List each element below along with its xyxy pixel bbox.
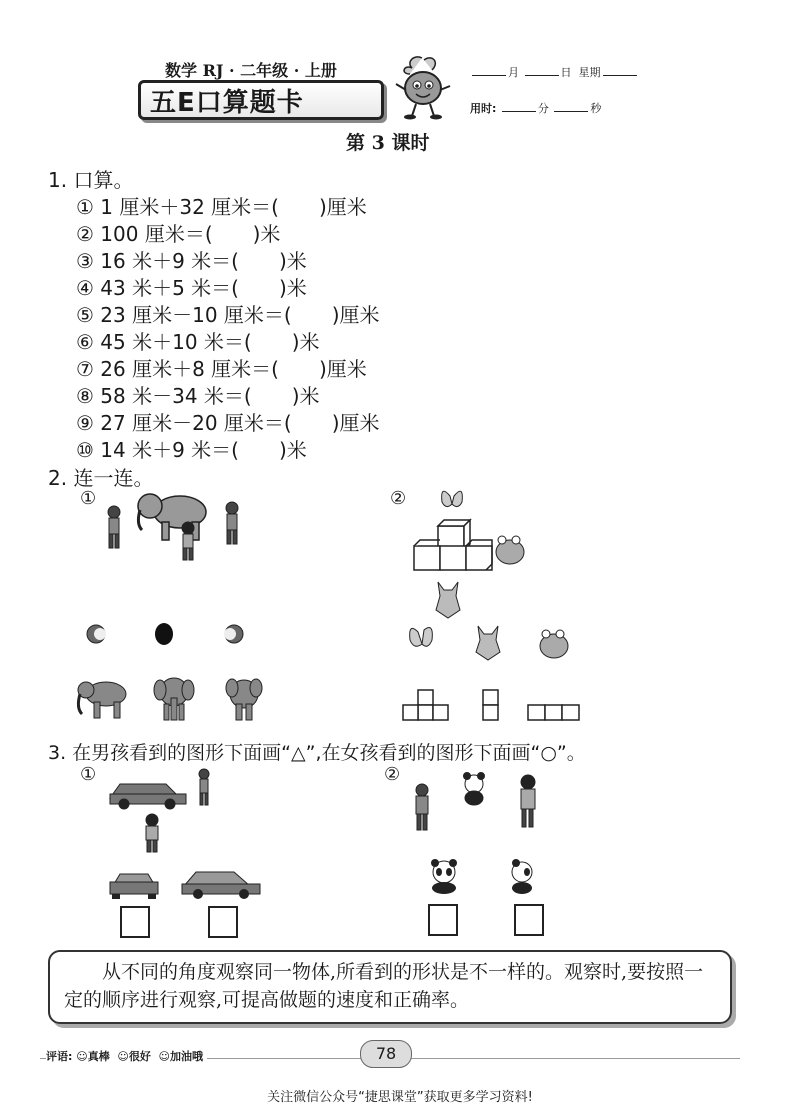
boy-head-icon [224,625,243,643]
q1-item [76,191,367,220]
fox-icon [476,626,500,660]
item-number: ⑥ [76,330,94,354]
girl-icon [182,522,194,560]
month-blank[interactable] [472,65,506,76]
q1-item [76,434,307,463]
q3-part2-number: ② [384,764,401,785]
elephant-scene-illustration [100,484,250,564]
lesson-title: 第 3 课时 [346,132,430,154]
elephant-back-icon [226,679,262,720]
answer-box[interactable] [120,906,150,938]
girl-icon [521,775,535,827]
butterfly-icon [410,628,433,647]
weekday-blank[interactable] [603,65,637,76]
second-label: 秒 [590,102,602,115]
frog-icon [496,536,524,564]
weekday-label: 星期 [578,66,601,79]
girl-head-back-icon [155,623,173,645]
girl-icon [146,814,158,852]
elephant-side-icon [78,682,126,718]
fox-icon [430,576,466,620]
item-text: 14 米＋9 米＝( )米 [100,438,307,462]
item-text: 43 米＋5 米＝( )米 [100,276,307,300]
item-text: 100 厘米＝( )米 [100,222,281,246]
q2-part2-number: ② [390,488,407,509]
footer-rating [46,1048,207,1064]
smile-icon[interactable]: ☺ [117,1050,129,1063]
time-line [470,100,601,116]
time-label: 用时: [470,102,497,115]
q1-item [76,299,380,328]
rating-good: 很好 [128,1050,151,1063]
minute-blank[interactable] [502,101,536,112]
car-front-view-icon [106,870,162,900]
q2-title: 2. 连一连。 [48,466,154,490]
day-label: 日 [560,66,572,79]
side-view-icon [483,690,498,720]
frog-icon [540,630,568,658]
bottom-note: 关注微信公众号“捷思课堂”获取更多学习资料! [267,1090,533,1105]
car-scene-illustration [106,764,226,856]
item-text: 23 厘米－10 厘米＝( )厘米 [100,303,380,327]
item-number: ⑦ [76,357,94,381]
boy-icon [416,784,428,830]
item-text: 26 厘米＋8 厘米＝( )厘米 [100,357,367,381]
q1-item [76,272,307,301]
item-number: ⑨ [76,411,94,435]
subject-label: 数学 RJ · 二年级 · 上册 [165,61,337,80]
panda-side-view-icon [506,858,538,894]
q1-item [76,407,380,436]
panda-icon [464,773,485,806]
top-view-icon [528,705,579,720]
cube-stack-icon [414,520,492,570]
front-view-icon [403,690,448,720]
banner-title: 五E口算题卡 [150,88,304,118]
answer-box[interactable] [428,904,458,936]
elephant-views-illustration [74,674,274,726]
date-line [470,64,639,80]
q1-item [76,326,320,355]
minute-label: 分 [537,102,549,115]
item-number: ⑩ [76,438,94,462]
q1-item [76,218,280,247]
smile-icon[interactable]: ☺ [76,1050,88,1063]
item-text: 1 厘米＋32 厘米＝( )厘米 [100,195,367,219]
butterfly-icon [442,491,463,506]
panda-front-view-icon [426,858,462,894]
rating-keep-going: 加油哦 [170,1050,203,1063]
item-number: ② [76,222,94,246]
item-number: ⑧ [76,384,94,408]
q1-title: 1. 口算。 [48,168,134,192]
answer-box[interactable] [514,904,544,936]
rating-great: 真棒 [87,1050,110,1063]
q3-title: 3. 在男孩看到的图形下面画“△”,在女孩看到的图形下面画“○”。 [48,742,586,764]
item-text: 45 米＋10 米＝( )米 [100,330,320,354]
panda-scene-illustration [410,770,550,836]
mascot-icon [392,54,454,120]
item-text: 16 米＋9 米＝( )米 [100,249,307,273]
smile-icon[interactable]: ☺ [158,1050,170,1063]
cubes-scene-illustration [410,484,530,574]
boy-left-icon [108,506,120,548]
page-number: 78 [360,1040,412,1068]
second-blank[interactable] [554,101,588,112]
boy-icon [199,769,209,805]
car-side-icon [110,784,186,809]
elephant-front-icon [154,678,194,720]
answer-box[interactable] [208,906,238,938]
cube-views-illustration [398,688,588,724]
elephant-icon [138,494,206,540]
day-blank[interactable] [525,65,559,76]
month-label: 月 [508,66,519,79]
item-number: ③ [76,249,94,273]
item-number: ④ [76,276,94,300]
boy-right-icon [226,502,238,544]
q1-item [76,353,367,382]
tip-text: 从不同的角度观察同一物体,所看到的形状是不一样的。观察时,要按照一定的顺序进行观察,可提高做题的速度和正确率。 [64,961,704,1011]
item-number: ① [76,195,94,219]
heads-row-illustration [82,618,262,658]
q3-part1-number: ① [80,764,97,785]
q1-item [76,380,320,409]
rating-label: 评语: [46,1050,73,1063]
item-text: 58 米－34 米＝( )米 [100,384,320,408]
q1-item [76,245,307,274]
car-side-view-icon [180,868,262,900]
boy-head-icon [87,625,106,643]
item-number: ⑤ [76,303,94,327]
item-text: 27 厘米－20 厘米＝( )厘米 [100,411,380,435]
animal-views-illustration [406,622,576,664]
q2-part1-number: ① [80,488,97,509]
